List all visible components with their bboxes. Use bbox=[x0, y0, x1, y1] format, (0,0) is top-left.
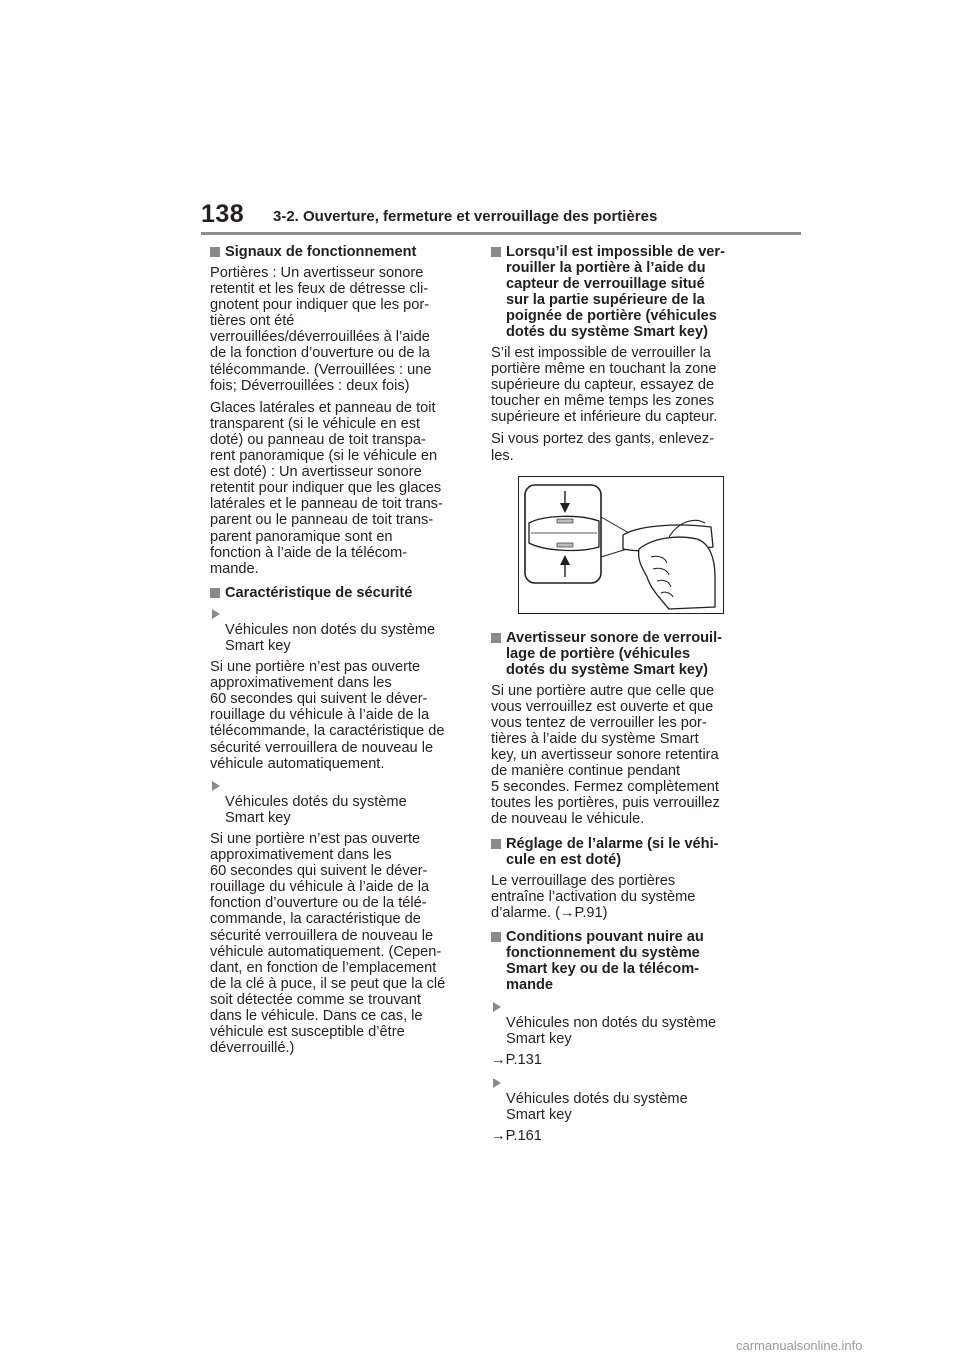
page-reference: →P.131 bbox=[491, 1052, 542, 1069]
heading-conditions bbox=[491, 929, 759, 993]
square-bullet-icon bbox=[210, 588, 220, 598]
heading-signaux bbox=[210, 244, 474, 260]
heading-text: Caractéristique de sécurité bbox=[225, 584, 413, 601]
header-divider bbox=[201, 232, 801, 235]
section-title: 3-2. Ouverture, fermeture et verrouillage des portières bbox=[273, 208, 658, 225]
triangle-bullet-icon bbox=[493, 1002, 501, 1012]
right-column bbox=[491, 244, 759, 1152]
square-bullet-icon bbox=[210, 247, 220, 257]
heading-text: Conditions pouvant nuire au fonctionnement du système Smart key ou de la télécom- mande bbox=[506, 928, 704, 993]
heading-text: Réglage de l’alarme (si le véhi- cule en est doté) bbox=[506, 835, 719, 868]
bullet-item bbox=[491, 1075, 759, 1123]
paragraph: Si une portière n’est pas ouverte approximativement dans les 60 secondes qui suivent le déver- rouillage du véhicule à l’aide de la fonction d’ouverture ou de la télé- commande, la caractéristique de sécurité verrouillera de nouveau le véhicule automatiquement. (Cepen- dant, en fonction de l’emplacement de la clé à puce, il se peut que la clé soit détectée comme se trouvant dans le véhicule. Dans ce cas, le véhicule est susceptible d’être déverrouillé.) bbox=[210, 831, 446, 1057]
triangle-bullet-icon bbox=[493, 1078, 501, 1088]
heading-alarme bbox=[491, 836, 759, 868]
heading-text: Lorsqu’il est impossible de ver- rouiller la portière à l’aide du capteur de verrouillage situé sur la partie supérieure de la poignée de portière (véhicules dotés du système Smart key) bbox=[506, 244, 725, 340]
bullet-text: Véhicules dotés du système Smart key bbox=[225, 793, 407, 826]
door-handle-hand-icon bbox=[519, 477, 723, 613]
watermark: carmanualsonline.info bbox=[736, 1338, 863, 1353]
bullet-text: Véhicules dotés du système Smart key bbox=[506, 1091, 688, 1124]
paragraph: Le verrouillage des portières entraîne l’activation du système d’alarme. (→P.91) bbox=[491, 872, 696, 921]
heading-impossible bbox=[491, 244, 759, 340]
paragraph: Portières : Un avertisseur sonore retentit et les feux de détresse cli- gnotent pour indiquer que les por- tières ont été verrouillées/déverrouillées à l’aide de la fonction d’ouverture ou de la télécommande. (Verrouillées : une fois; Déverrouillées : deux fois) bbox=[210, 265, 432, 394]
paragraph: Si vous portez des gants, enlevez- les. bbox=[491, 431, 715, 464]
triangle-bullet-icon bbox=[212, 609, 220, 619]
bullet-text: Véhicules non dotés du système Smart key bbox=[225, 621, 436, 654]
square-bullet-icon bbox=[491, 633, 501, 643]
door-handle-illustration bbox=[518, 476, 724, 614]
paragraph: Glaces latérales et panneau de toit transparent (si le véhicule en est doté) ou panneau de toit transpa- rent panoramique (si le véhicule en est doté) : Un avertisseur sonore retentit pour indiquer que les glaces latérales et le panneau de toit trans- parent ou le panneau de toit trans- parent panoramique sont en fonction à l’aide de la télécom- mande. bbox=[210, 399, 443, 577]
page-number: 138 bbox=[201, 200, 245, 228]
square-bullet-icon bbox=[491, 932, 501, 942]
heading-text: Signaux de fonctionnement bbox=[225, 244, 417, 260]
square-bullet-icon bbox=[491, 839, 501, 849]
heading-avertisseur bbox=[491, 630, 759, 678]
heading-text: Avertisseur sonore de verrouil- lage de portière (véhicules dotés du système Smart key) bbox=[506, 629, 723, 678]
page-reference: →P.161 bbox=[491, 1128, 542, 1145]
paragraph: Si une portière autre que celle que vous verrouillez est ouverte et que vous tentez de verrouiller les por- tières à l’aide du système Smart key, un avertisseur sonore retentira de manière continue pendant 5 secondes. Fermez complètement toutes les portières, puis verrouillez de nouveau le véhicule. bbox=[491, 682, 720, 828]
paragraph: Si une portière n’est pas ouverte approximativement dans les 60 secondes qui suivent le déver- rouillage du véhicule à l’aide de la télécommande, la caractéristique de sécurité verrouillera de nouveau le véhicule automatiquement. bbox=[210, 659, 445, 772]
square-bullet-icon bbox=[491, 247, 501, 257]
bullet-item bbox=[210, 778, 474, 826]
bullet-text: Véhicules non dotés du système Smart key bbox=[506, 1014, 717, 1047]
triangle-bullet-icon bbox=[212, 781, 220, 791]
bullet-item bbox=[491, 999, 759, 1047]
paragraph: S’il est impossible de verrouiller la portière même en touchant la zone supérieure du capteur, essayez de toucher en même temps les zones supérieure et inférieure du capteur. bbox=[491, 345, 718, 426]
bullet-item bbox=[210, 606, 474, 654]
left-column bbox=[210, 244, 474, 1062]
heading-securite bbox=[210, 585, 474, 601]
